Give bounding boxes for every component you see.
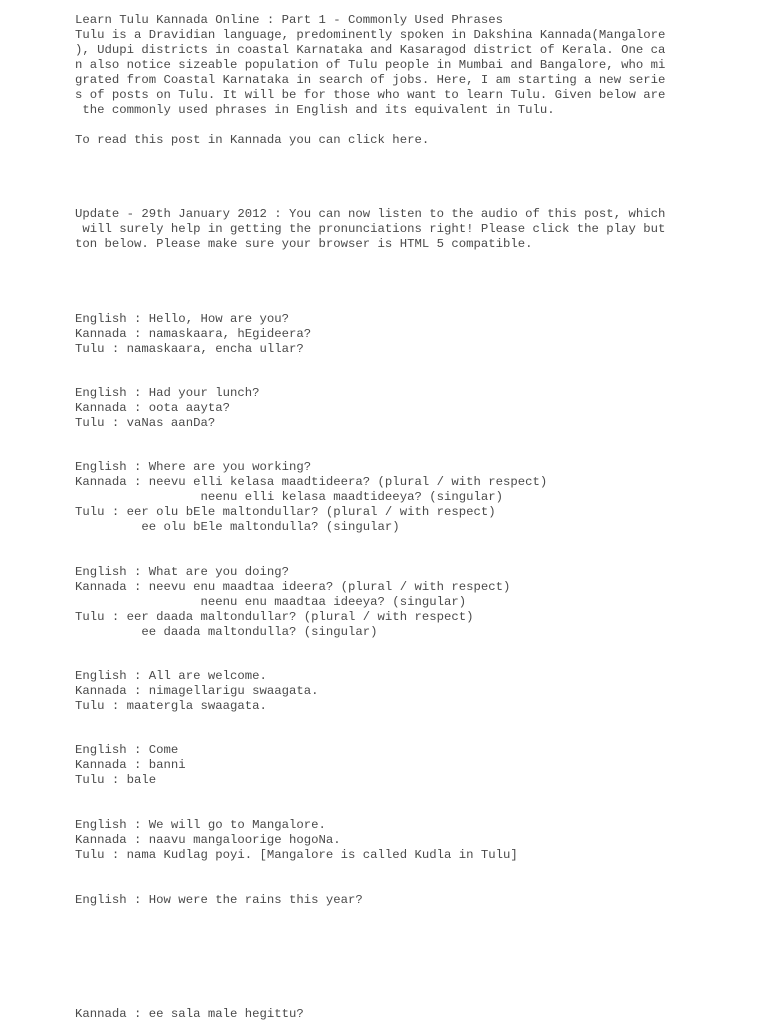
english-phrase: English : Come [75, 743, 179, 757]
english-phrase: English : What are you doing? [75, 565, 290, 579]
intro-line: n also notice sizeable population of Tulu people in Mumbai and Bangalore, who mi [75, 58, 666, 72]
page-title: Learn Tulu Kannada Online : Part 1 - Commonly Used Phrases [75, 13, 504, 27]
tulu-phrase: Tulu : bale [75, 773, 157, 787]
tulu-phrase: Tulu : vaNas aanDa? [75, 416, 216, 430]
update-line: ton below. Please make sure your browser is HTML 5 compatible. [75, 237, 533, 251]
english-phrase: English : Had your lunch? [75, 386, 260, 400]
english-phrase: English : All are welcome. [75, 669, 267, 683]
kannada-phrase: Kannada : neevu elli kelasa maadtideera? (plural / with respect) [75, 475, 548, 489]
tulu-phrase: Tulu : nama Kudlag poyi. [Mangalore is called Kudla in Tulu] [75, 848, 518, 862]
english-phrase: English : How were the rains this year? [75, 893, 363, 907]
tulu-phrase: Tulu : eer daada maltondullar? (plural / with respect) [75, 610, 474, 624]
tulu-phrase: Tulu : eer olu bEle maltondullar? (plural / with respect) [75, 505, 496, 519]
intro-line: ), Udupi districts in coastal Karnataka and Kasaragod district of Kerala. One ca [75, 43, 666, 57]
kannada-phrase: neenu elli kelasa maadtideeya? (singular) [75, 490, 504, 504]
tulu-phrase: ee olu bEle maltondulla? (singular) [75, 520, 400, 534]
english-phrase: English : Where are you working? [75, 460, 312, 474]
kannada-phrase: Kannada : ee sala male hegittu? [75, 1007, 304, 1021]
english-phrase: English : Hello, How are you? [75, 312, 290, 326]
update-line: Update - 29th January 2012 : You can now listen to the audio of this post, which [75, 207, 666, 221]
kannada-phrase: neenu enu maadtaa ideeya? (singular) [75, 595, 467, 609]
kannada-version-link[interactable]: To read this post in Kannada you can click here. [75, 133, 430, 147]
tulu-phrase: Tulu : maatergla swaagata. [75, 699, 267, 713]
kannada-phrase: Kannada : naavu mangaloorige hogoNa. [75, 833, 341, 847]
kannada-phrase: Kannada : neevu enu maadtaa ideera? (plural / with respect) [75, 580, 511, 594]
tulu-phrase: Tulu : namaskaara, encha ullar? [75, 342, 304, 356]
kannada-phrase: Kannada : banni [75, 758, 186, 772]
kannada-phrase: Kannada : namaskaara, hEgideera? [75, 327, 312, 341]
english-phrase: English : We will go to Mangalore. [75, 818, 326, 832]
intro-line: grated from Coastal Karnataka in search of jobs. Here, I am starting a new serie [75, 73, 666, 87]
kannada-phrase: Kannada : oota aayta? [75, 401, 230, 415]
intro-line: s of posts on Tulu. It will be for those who want to learn Tulu. Given below are [75, 88, 666, 102]
kannada-phrase: Kannada : nimagellarigu swaagata. [75, 684, 319, 698]
intro-line: Tulu is a Dravidian language, predominently spoken in Dakshina Kannada(Mangalore [75, 28, 666, 42]
tulu-phrase: ee daada maltondulla? (singular) [75, 625, 378, 639]
update-line: will surely help in getting the pronunciations right! Please click the play but [75, 222, 666, 236]
intro-line: the commonly used phrases in English and its equivalent in Tulu. [75, 103, 555, 117]
